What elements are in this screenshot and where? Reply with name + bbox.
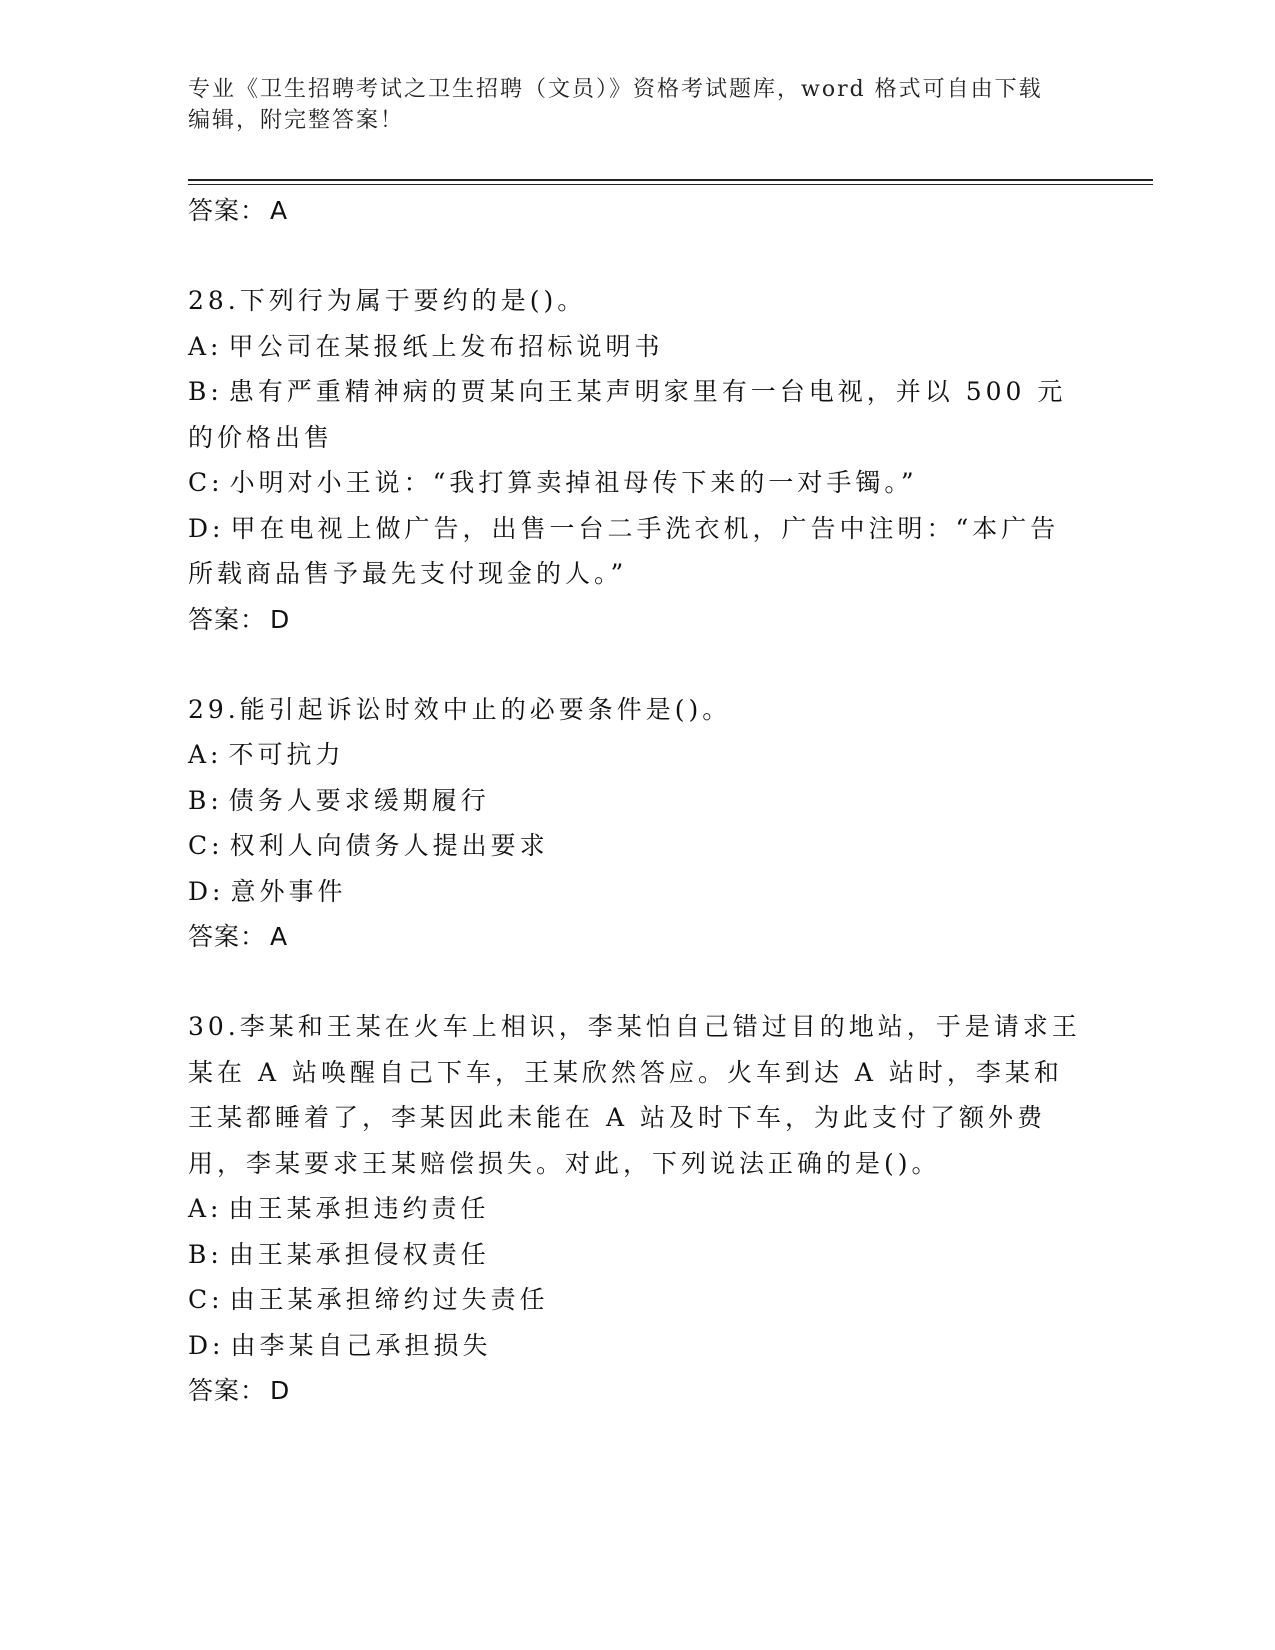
answer-29 [188,914,1088,959]
option-text: 不可抗力 [228,740,345,769]
spacer [188,233,1088,278]
answer-label: 答案： [188,604,267,634]
question-text: 28.下列行为属于要约的是()。 [188,286,587,315]
option-c [188,823,1088,869]
header-line-1: 专业《卫生招聘考试之卫生招聘（文员）》资格考试题库，word 格式可自由下载 [188,77,1043,102]
option-text: 由王某承担侵权责任 [228,1239,490,1269]
answer-28 [188,597,1088,642]
option-key: B: [188,1239,223,1269]
option-d [188,506,1088,597]
question-content [188,188,1088,1413]
option-text: 小明对小王说：“我打算卖掉祖母传下来的一对手镯。” [229,468,918,497]
header-divider-thick [188,179,1153,181]
option-text: 意外事件 [230,876,347,906]
option-key: A: [188,1194,223,1223]
option-key: A: [188,740,223,769]
option-a [188,732,1088,778]
answer-label: 答案： [188,196,267,225]
option-key: C: [188,1285,224,1314]
option-c [188,460,1088,506]
option-a [188,324,1088,370]
option-b [188,778,1088,824]
option-text: 债务人要求缓期履行 [228,785,490,815]
answer-value: D [270,1376,291,1405]
option-a [188,1186,1088,1232]
option-key: B: [188,785,223,815]
question-30 [188,1004,1088,1413]
option-text: 权利人向债务人提出要求 [229,831,549,860]
option-c [188,1277,1088,1323]
option-text: 由王某承担缔约过失责任 [229,1285,549,1314]
answer-value: D [270,604,291,634]
option-key: D: [188,1330,225,1360]
option-text: 患有严重精神病的贾某向王某声明家里有一台电视，并以 500 元的价格出售 [188,377,1067,452]
spacer [188,959,1088,1004]
answer-label: 答案： [188,1376,267,1405]
answer-value: A [270,922,289,951]
option-text: 甲在电视上做广告，出售一台二手洗衣机，广告中注明：“本广告所载商品售予最先支付现金的人。” [188,513,1060,588]
header-divider-thin [188,184,1153,185]
option-key: B: [188,377,223,406]
option-b [188,369,1088,460]
option-key: A: [188,331,223,361]
option-key: C: [188,831,224,860]
question-text: 29.能引起诉讼时效中止的必要条件是()。 [188,694,732,724]
option-b [188,1232,1088,1278]
answer-prev [188,188,1088,233]
option-text: 由李某自己承担损失 [230,1330,492,1360]
option-d [188,1323,1088,1369]
answer-label: 答案： [188,922,267,951]
option-text: 由王某承担违约责任 [228,1194,490,1223]
option-key: D: [188,513,225,543]
question-text: 30.李某和王某在火车上相识，李某怕自己错过目的地站，于是请求王某在 A 站唤醒自己下车，王某欣然答应。火车到达 A 站时，李某和王某都睡着了，李某因此未能在 A 站及时下车，为此支付了额外费用，李某要求王某赔偿损失。对此，下列说法正确的是()。 [188,1012,1081,1178]
option-text: 甲公司在某报纸上发布招标说明书 [228,331,664,361]
question-29 [188,687,1088,960]
option-key: D: [188,876,225,906]
option-key: C: [188,468,224,497]
answer-value: A [270,196,289,225]
header-line-2: 编辑，附完整答案！ [188,108,405,133]
answer-30 [188,1368,1088,1413]
document-header [188,74,1068,136]
question-28 [188,278,1088,642]
option-d [188,869,1088,915]
spacer [188,642,1088,687]
